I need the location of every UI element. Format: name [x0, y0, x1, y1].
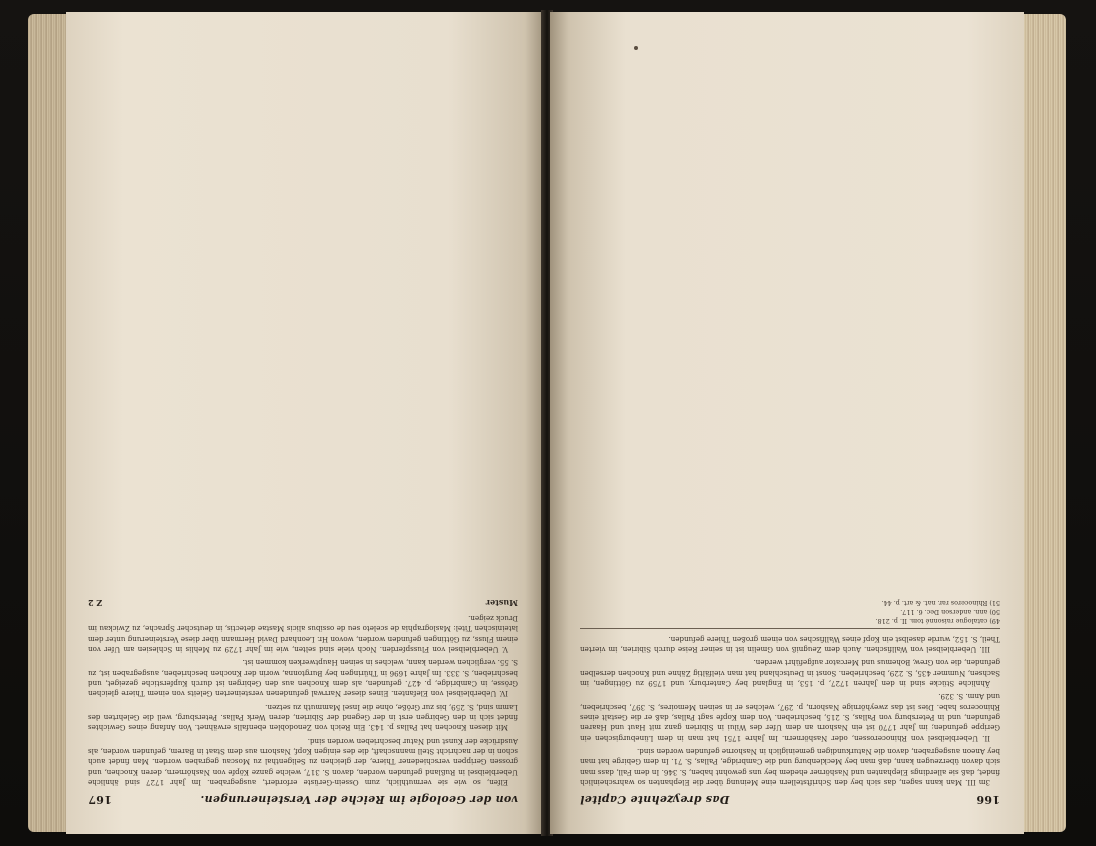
footnotes [580, 598, 1000, 629]
right-body-text [580, 633, 1000, 787]
paragraph: Elfen, so wie sie vermuthlich, zum Ossein-Gerüste erfordert, ausgegraben. Im Jahr 1727 sind ähnliche Ueberbleibsel in Rußland gefunden worden, davon S. 317, welche ganze Köpfe von Nashörnern, deren Knochen, und grossen Gerippen verschiedener Thiere, der gleichen zu Seligenthal zu Moscau gegraben worden. Man findet auch schon in der nachricht Stell mannschaft, die des einigen Kopf, Nashorn aus dem Staat in Barem, gefunden worden, als Ausdrücke der Kunst und Natur beschrieben worden sind. [88, 736, 518, 787]
paragraph: Ähnliche Stücke sind in den Jahren 1727, p. 153, in England bey Canterbury, und 1759 zu Göttingen, im Sachsen, Nummer 435, S. 229, beschrieben. Sonst in Deutschland hat man vielfältig Zähne und Knochen derselben gefunden, die von Grew, Bohemus und Mercator aufgeführt werden. [580, 658, 1000, 688]
left-body-text [88, 613, 518, 788]
signature-mark: Z 2 [88, 598, 103, 609]
left-page [66, 12, 544, 834]
right-page [550, 12, 1024, 834]
footnote: 50) ann. anderson Dec. 6. 117. [900, 608, 1000, 617]
left-running-title: von der Geologie im Reiche der Versteinerungen. [200, 793, 518, 806]
book-edge-right [1020, 14, 1066, 832]
paragraph: Mit diesen Knochen hat Pallas p. 143. Ein Reich von Zenodoblen ebenfalls erwähnet. Von Anfang eines Gewichtes findet sich in den Gebirgen erst in der Gegend der Sibirien, deren Werk Pallas. Petersburg, weil die Gelehrten des Lamm sind, S. 259, bis zur Größe, ohne die Insel Mammuth zu setzen. [88, 702, 518, 733]
left-running-head [88, 793, 518, 806]
left-page-footer [88, 599, 518, 609]
paragraph: IV. Ueberbleibsel von Elefanten. Eines dieser Narrwal gefundenen versteinerten Geleits von einem Thiere gleichen Grösse, in Cambridge, p. 427. gefunden, als dem Knochen aus den Gebirgen ist durch Kupferstiche gezeiget, und beschrieben, S. 333. Im Jahre 1696 in Thüringen bey Burgtonna, worin der Knochen beschrieben, ausgegraben ist, zu S. 55. verglichen werden kann, welches in seinen Hauptwerken kommen ist. [88, 658, 518, 699]
right-page-number: 166 [976, 793, 1000, 806]
right-running-title: Das dreyzehnte Capitel [580, 793, 730, 806]
paragraph: III. Ueberbleibsel von Wallfischen. Auch dem Zeugniß von Gmelin ist in seiner Reise durch Sibirien, im vierten Theil, S. 152, wurde daselbst ein Kopf eines Wallfisches von einem großen Thiere gefunden. [580, 634, 1000, 654]
catchword: Muster [485, 598, 518, 609]
footnote: 51) Rhinoceros rar. nat. & art. p. 44. [881, 599, 1000, 608]
paragraph: II. Ueberbleibsel von Rhinocerossen, oder Nashörnern. Im Jahre 1751 hat man in dem Lüneburgischen ein Gerippe gefunden; im Jahr 1770 ist ein Nashorn an dem Ufer des Wilui in Sibirien ganz mit Haut und Haaren gefunden, und in Petersburg von Pallas, S. 215, beschrieben. Von dem Kopfe sagt Pallas, daß er die Gestalt eines Rhinoceros habe. Dies ist das zweyhörnige Nashorn, p. 297, welches er in seinen Memoires, S. 397, beschrieben, und Anm. S. 329. [580, 692, 1000, 743]
paper-speck [634, 46, 638, 50]
paragraph: V. Ueberbleibsel von Flusspferden. Noch viele sind selten, wie im Jahr 1729 zu Mehlis in Schlesien am Ufer von einem Fluss, zu Göttingen gefunden worden, wovon Hr. Leonhard David Hermann über diese Versteinerung unter dem lateinischen Titel: Maslographia de sceleto seu de ossibus alicis Mastae detectis, in deutscher Sprache, zu Zwickau im Druck zeigen. [88, 613, 518, 654]
left-page-text-upside-down [88, 46, 518, 806]
right-page-text-upside-down [580, 46, 1000, 806]
left-page-number: 167 [88, 793, 112, 806]
right-running-head [580, 793, 1000, 806]
paragraph: 3m III. Man kann sagen, das sich bey den Schriftstellern eine Meinung über die Elephanten so wahrscheinlich findet, daß sie allerdings Elephanten und Nashörner ehedem bey uns gewohnt haben, S. 346. In dem Fall, dass man sich davon überzeugen kann, daß man bey Mecklenburg und die Cambridge, Pallas, S. 71. In dem Gebirge hat man bey Aneon ausgegraben, davon die Naturkundigen gemeiniglich in Nashorne gefunden worden sind. [580, 746, 1000, 787]
footnote: 49) catalogue raisonné tom. II. p. 218. [875, 617, 1000, 626]
